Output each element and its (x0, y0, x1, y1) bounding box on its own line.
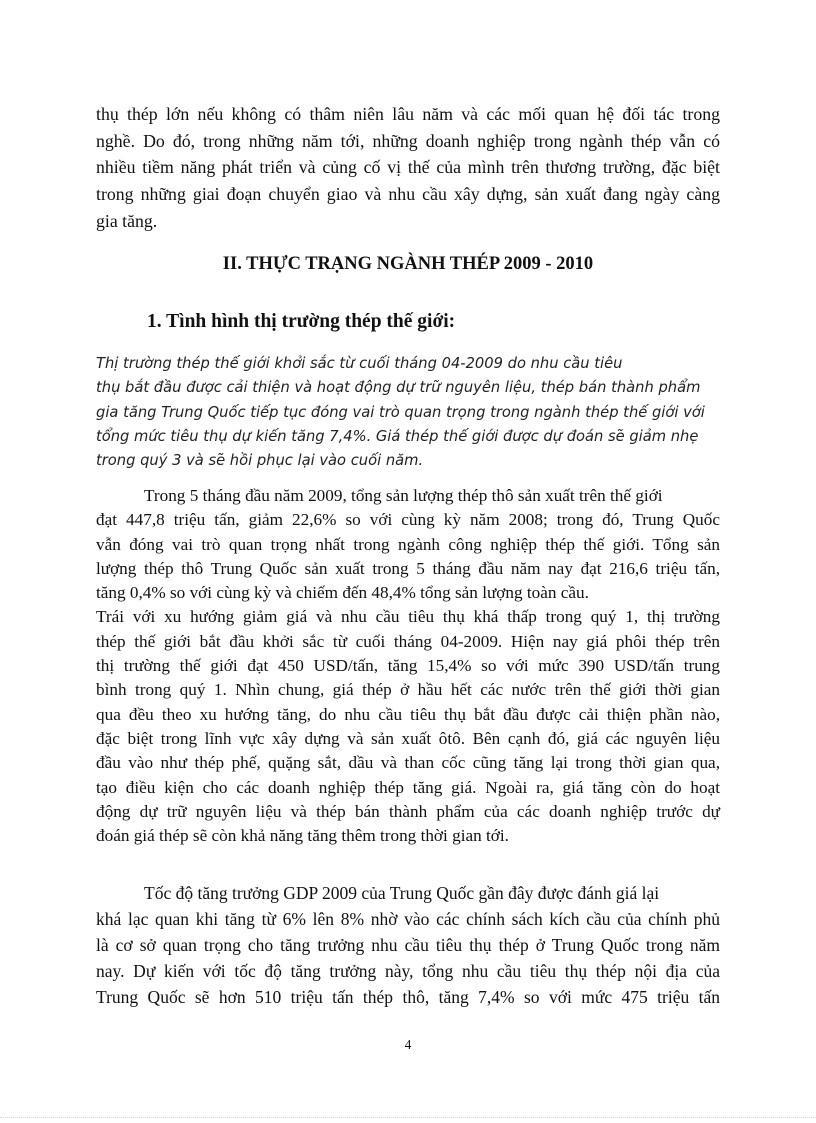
text-line: đặc biệt trong lĩnh vực xây dựng và sản xuất ôtô. Bên cạnh đó, giá các nguyên liệu (96, 728, 720, 748)
page-bottom-divider (0, 1117, 816, 1118)
text-line: Trái với xu hướng giảm giá và nhu cầu tiêu thụ khá thấp trong quý 1, thị trường (96, 607, 720, 627)
text-line: động dự trữ nguyên liệu và thép bán thành phẩm của các doanh nghiệp trước dự (96, 801, 720, 821)
text-line: đoán giá thép sẽ còn khả năng tăng thêm trong thời gian tới. (96, 826, 509, 846)
text-line: là cơ sở quan trọng cho tăng trưởng nhu cầu tiêu thụ thép ở Trung Quốc trong năm (96, 935, 720, 955)
text-line: tăng 0,4% so với cùng kỳ và chiếm đến 48,4% tổng sản lượng toàn cầu. (96, 583, 589, 603)
body-paragraph-gdp (96, 880, 720, 1010)
text-line: Tốc độ tăng trưởng GDP 2009 của Trung Quốc gần đây được đánh giá lại (144, 883, 660, 903)
text-line: vẫn đóng vai trò quan trọng nhất trong ngành công nghiệp thép thế giới. Tổng sản (96, 534, 720, 554)
summary-line: gia tăng Trung Quốc tiếp tục đóng vai trò quan trọng trong ngành thép thế giới với (96, 403, 705, 421)
text-line: Trong 5 tháng đầu năm 2009, tổng sản lượng thép thô sản xuất trên thế giới (144, 486, 663, 505)
text-line: đạt 447,8 triệu tấn, giảm 22,6% so với cùng kỳ năm 2008; trong đó, Trung Quốc (96, 510, 720, 530)
summary-line: trong quý 3 và sẽ hồi phục lại vào cuối năm. (96, 452, 424, 470)
intro-paragraph (96, 101, 720, 235)
text-line: nghề. Do đó, trong những năm tới, những doanh nghiệp trong ngành thép vẫn có (96, 130, 720, 151)
text-line: Trung Quốc sẽ hơn 510 triệu tấn thép thô, tăng 7,4% so với mức 475 triệu tấn (96, 987, 720, 1007)
summary-line: tổng mức tiêu thụ dự kiến tăng 7,4%. Giá thép thế giới được dự đoán sẽ giảm nhẹ (96, 427, 699, 445)
summary-line: Thị trường thép thế giới khởi sắc từ cuối tháng 04-2009 do nhu cầu tiêu (96, 355, 623, 372)
summary-line: thụ bắt đầu được cải thiện và hoạt động dự trữ nguyên liệu, thép bán thành phẩm (96, 379, 701, 397)
page-number: 4 (404, 1037, 412, 1052)
text-line: thị trường thế giới đạt 450 USD/tấn, tăng 15,4% so với mức 390 USD/tấn trung (96, 656, 720, 676)
text-line: gia tăng. (96, 210, 158, 231)
text-line: nhiều tiềm năng phát triển và củng cố vị thế của mình trên thương trường, đặc biệt (96, 157, 720, 178)
text-line: thụ thép lớn nếu không có thâm niên lâu năm và các mối quan hệ đối tác trong (96, 104, 720, 124)
text-line: qua đều theo xu hướng tăng, do nhu cầu tiêu thụ bắt đầu được cải thiện phần nào, (96, 704, 720, 724)
subsection-heading: 1. Tình hình thị trường thép thế giới: (147, 311, 456, 332)
summary-paragraph (96, 352, 720, 473)
text-line: nay. Dự kiến với tốc độ tăng trưởng này, tổng nhu cầu tiêu thụ thép nội địa của (96, 961, 720, 981)
text-line: thép thế giới bắt đầu khởi sắc từ cuối tháng 04-2009. Hiện nay giá phôi thép trên (96, 631, 720, 651)
text-line: tạo điều kiện cho các doanh nghiệp thép tăng giá. Ngoài ra, giá tăng còn do hoạt (96, 777, 720, 797)
section-heading: II. THỰC TRẠNG NGÀNH THÉP 2009 - 2010 (222, 254, 594, 274)
text-line: lượng thép thô Trung Quốc sản xuất trong 5 tháng đầu năm nay đạt 216,6 triệu tấn, (96, 558, 720, 578)
text-line: đầu vào như thép phế, quặng sắt, dầu và than cốc cũng tăng lại trong thời gian qua, (96, 753, 720, 773)
text-line: trong những giai đoạn chuyển giao và nhu cầu xây dựng, sản xuất đang ngày càng (96, 184, 720, 205)
body-paragraphs (96, 484, 720, 848)
text-line: bình trong quý 1. Nhìn chung, giá thép ở hầu hết các nước trên thế giới thời gian (96, 680, 720, 700)
text-line: khá lạc quan khi tăng từ 6% lên 8% nhờ vào các chính sách kích cầu của chính phủ (96, 909, 720, 929)
